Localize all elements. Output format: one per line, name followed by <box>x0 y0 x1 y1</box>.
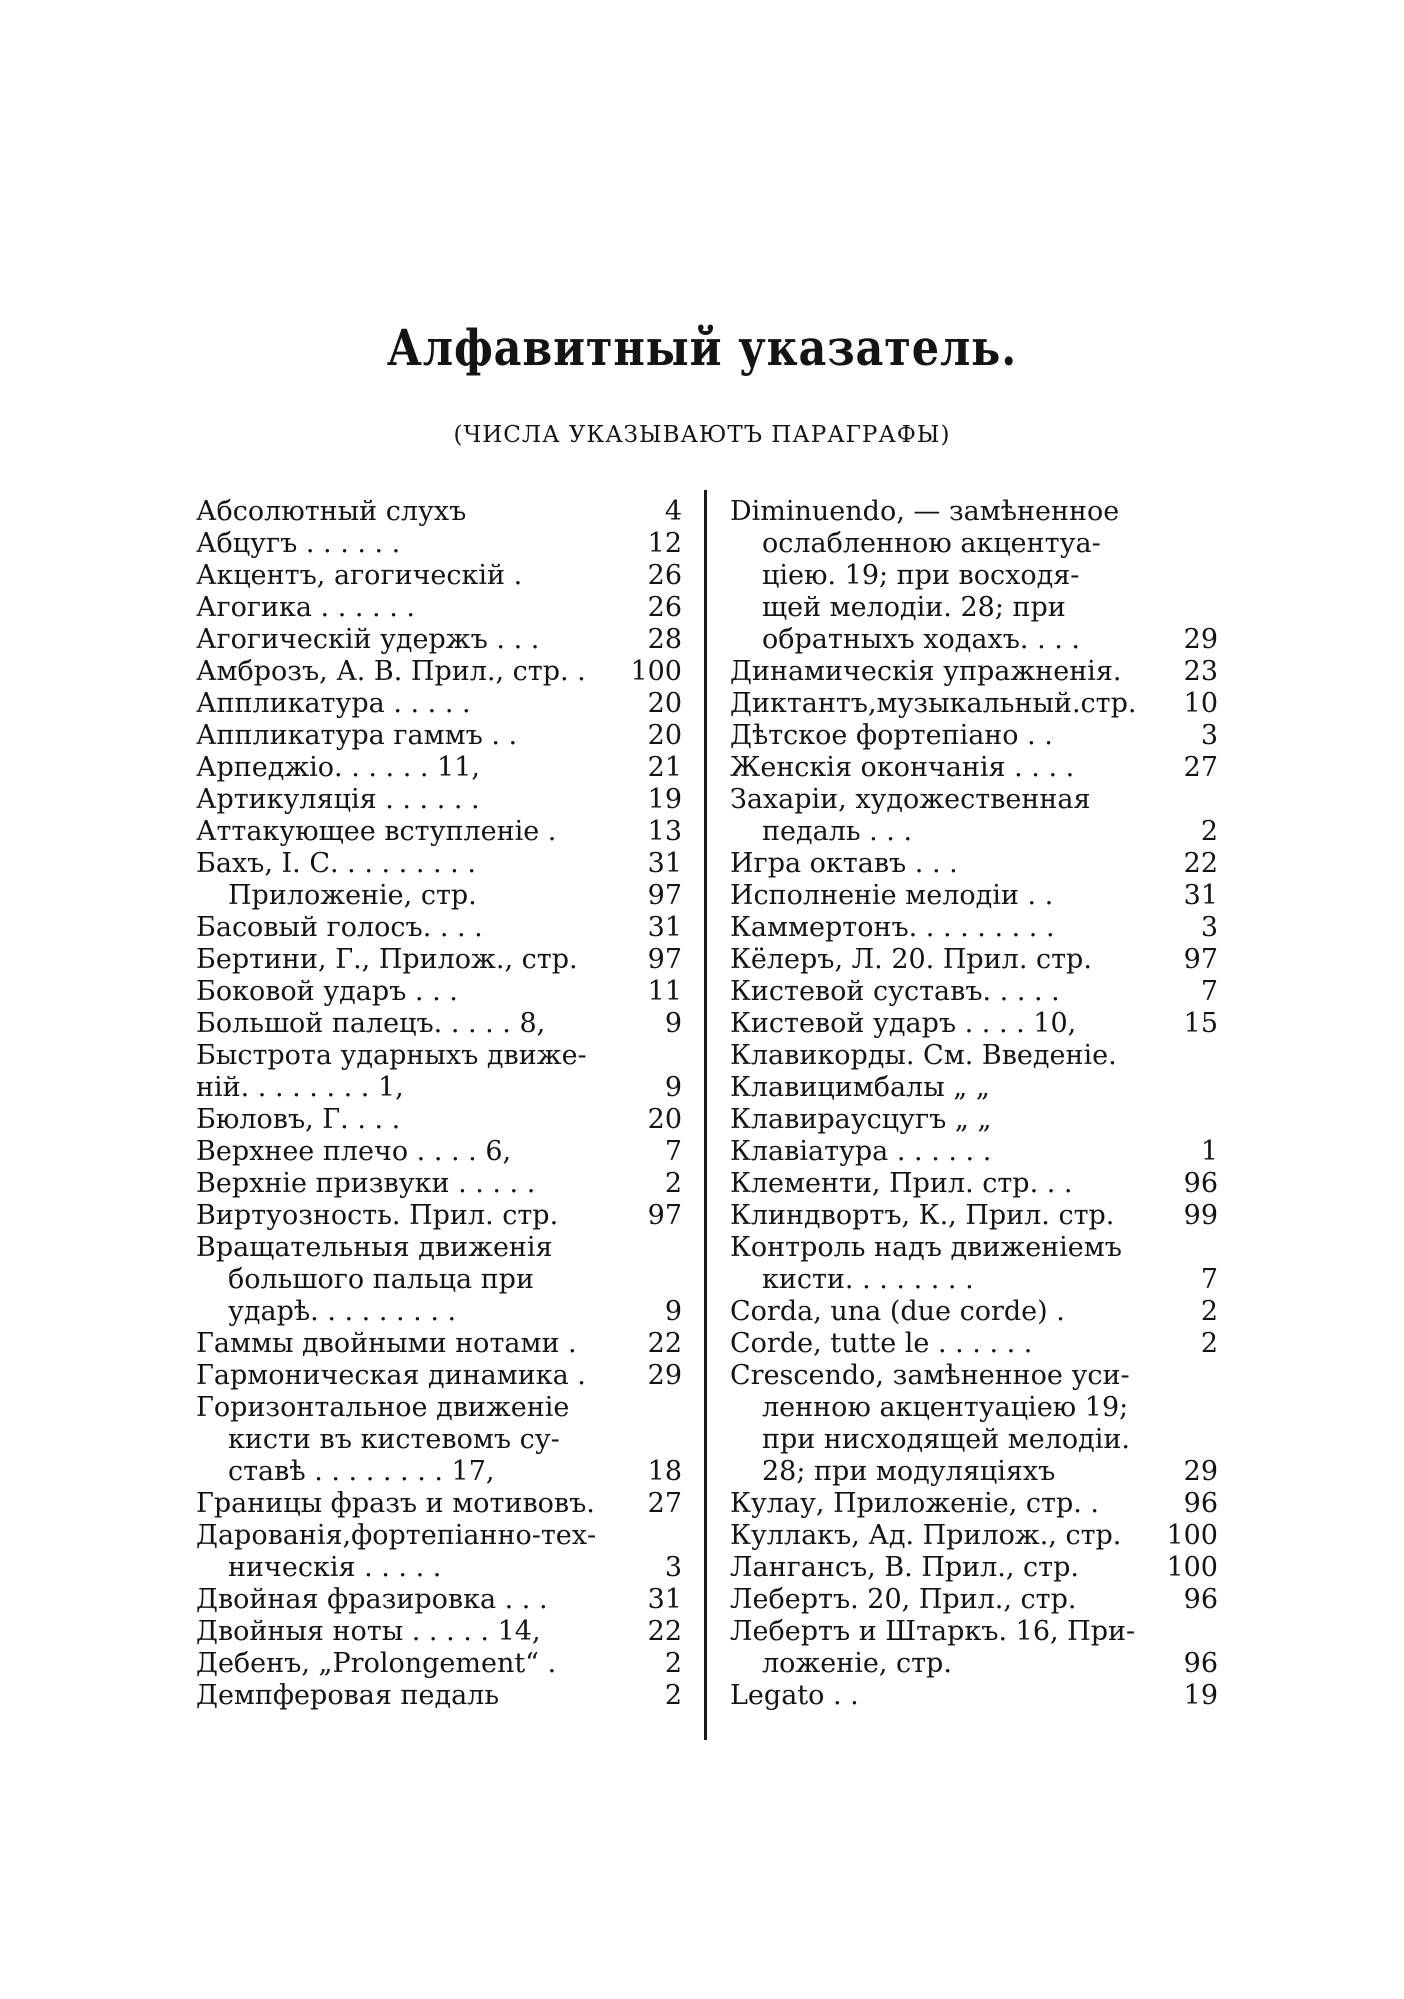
entry-term: Верхніе призвуки . . . . . <box>196 1168 536 1199</box>
entry-term: Арпеджіо. . . . . . 11, <box>196 752 480 783</box>
index-entry <box>730 1040 1218 1072</box>
entry-term: Лебертъ. 20, Прил., стр. <box>730 1584 1077 1615</box>
entry-reference: 97 <box>647 880 682 911</box>
index-entry <box>196 976 682 1008</box>
index-entry <box>730 848 1218 880</box>
index-entry <box>730 624 1218 656</box>
index-entry <box>730 592 1218 624</box>
entry-reference: 2 <box>664 1168 682 1199</box>
entry-reference: 21 <box>647 752 682 783</box>
entry-reference: 26 <box>647 592 682 623</box>
index-entry <box>730 912 1218 944</box>
index-entry <box>196 1584 682 1616</box>
entry-term: обратныхъ ходахъ. . . . <box>762 624 1080 655</box>
entry-term: Дарованія,фортепіанно-тех- <box>196 1520 597 1551</box>
entry-reference: 19 <box>1183 1680 1218 1711</box>
entry-term: Дѣтское фортепіано . . <box>730 720 1053 751</box>
entry-term: Клавикорды. См. Введеніе. <box>730 1040 1117 1071</box>
index-entry <box>730 1648 1218 1680</box>
index-entry <box>196 1040 682 1072</box>
entry-reference: 100 <box>630 656 682 687</box>
entry-term: ставѣ . . . . . . . . 17, <box>228 1456 495 1487</box>
index-entry <box>196 1136 682 1168</box>
entry-term: Corde, tutte le . . . . . . <box>730 1328 1033 1359</box>
entry-term: кисти. . . . . . . . <box>762 1264 974 1295</box>
entry-term: Большой палецъ. . . . . 8, <box>196 1008 546 1039</box>
entry-reference: 29 <box>647 1360 682 1391</box>
entry-term: ній. . . . . . . . 1, <box>196 1072 404 1103</box>
entry-term: Диктантъ,музыкальный.стр. <box>730 688 1137 719</box>
entry-term: Diminuendo, — замѣненное <box>730 496 1120 527</box>
entry-reference: 7 <box>664 1136 682 1167</box>
entry-term: Клавіатура . . . . . . <box>730 1136 992 1167</box>
entry-reference: 9 <box>664 1008 682 1039</box>
index-entry <box>196 1232 682 1264</box>
index-entry <box>730 560 1218 592</box>
entry-term: Быстрота ударныхъ движе- <box>196 1040 587 1071</box>
entry-reference: 20 <box>647 1104 682 1135</box>
index-entry <box>196 528 682 560</box>
index-entry <box>730 752 1218 784</box>
entry-reference: 22 <box>1183 848 1218 879</box>
index-entry <box>196 1296 682 1328</box>
entry-reference: 11 <box>647 976 682 1007</box>
page-title: Алфавитный указатель. <box>386 318 1018 377</box>
entry-reference: 20 <box>647 688 682 719</box>
entry-term: Контроль надъ движеніемъ <box>730 1232 1122 1263</box>
index-entry <box>730 1584 1218 1616</box>
index-entry <box>730 1232 1218 1264</box>
index-entry <box>196 560 682 592</box>
entry-reference: 7 <box>1200 1264 1218 1295</box>
index-entry <box>730 816 1218 848</box>
entry-term: Агогическій удержъ . . . <box>196 624 540 655</box>
entry-term: Двойныя ноты . . . . . 14, <box>196 1616 541 1647</box>
entry-term: Кистевой ударъ . . . . 10, <box>730 1008 1077 1039</box>
index-entry <box>730 1520 1218 1552</box>
entry-term: при нисходящей мелодіи. <box>762 1424 1130 1455</box>
entry-reference: 2 <box>1200 816 1218 847</box>
entry-term: Виртуозность. Прил. стр. <box>196 1200 559 1231</box>
index-entry <box>730 528 1218 560</box>
index-entry <box>196 1392 682 1424</box>
entry-reference: 7 <box>1200 976 1218 1007</box>
index-entry <box>196 1072 682 1104</box>
entry-term: Кёлеръ, Л. 20. Прил. стр. <box>730 944 1092 975</box>
index-entry <box>196 1264 682 1296</box>
entry-term: кисти въ кистевомъ су- <box>228 1424 560 1455</box>
index-entry <box>730 1296 1218 1328</box>
index-entry <box>730 1072 1218 1104</box>
entry-term: Абцугъ . . . . . . <box>196 528 401 559</box>
entry-reference: 3 <box>664 1552 682 1583</box>
entry-term: Corda, una (due corde) . <box>730 1296 1065 1327</box>
index-entry <box>730 720 1218 752</box>
entry-term: педаль . . . <box>762 816 913 847</box>
index-entry <box>730 1456 1218 1488</box>
index-entry <box>196 1104 682 1136</box>
entry-term: Захаріи, художественная <box>730 784 1091 815</box>
entry-reference: 96 <box>1183 1648 1218 1679</box>
entry-term: Верхнее плечо . . . . 6, <box>196 1136 512 1167</box>
index-entry <box>196 1328 682 1360</box>
entry-reference: 29 <box>1183 624 1218 655</box>
entry-reference: 96 <box>1183 1584 1218 1615</box>
entry-term: ложеніе, стр. <box>762 1648 952 1679</box>
entry-term: Куллакъ, Ад. Прилож., стр. <box>730 1520 1122 1551</box>
entry-term: Аттакующее вступленіе . <box>196 816 557 847</box>
entry-term: ударѣ. . . . . . . . . <box>228 1296 457 1327</box>
index-entry <box>196 1200 682 1232</box>
entry-reference: 97 <box>1183 944 1218 975</box>
entry-reference: 31 <box>647 1584 682 1615</box>
entry-term: Гармоническая динамика . <box>196 1360 586 1391</box>
entry-reference: 31 <box>647 848 682 879</box>
index-entry <box>196 720 682 752</box>
index-entry <box>730 1200 1218 1232</box>
index-entry <box>196 1616 682 1648</box>
page-subtitle: (ЧИСЛА УКАЗЫВАЮТЪ ПАРАГРАФЫ) <box>453 422 951 448</box>
index-entry <box>196 496 682 528</box>
entry-term: Клементи, Прил. стр. . . <box>730 1168 1073 1199</box>
entry-term: большого пальца при <box>228 1264 534 1295</box>
index-entry <box>196 816 682 848</box>
entry-reference: 2 <box>664 1648 682 1679</box>
index-entry <box>196 912 682 944</box>
entry-term: Двойная фразировка . . . <box>196 1584 548 1615</box>
index-entry <box>196 1168 682 1200</box>
index-entry <box>196 880 682 912</box>
entry-term: Лангансъ, В. Прил., стр. <box>730 1552 1079 1583</box>
entry-reference: 31 <box>1183 880 1218 911</box>
entry-reference: 1 <box>1200 1136 1218 1167</box>
index-entry <box>730 1552 1218 1584</box>
entry-reference: 19 <box>647 784 682 815</box>
entry-reference: 100 <box>1166 1520 1218 1551</box>
entry-term: щей мелодіи. 28; при <box>762 592 1066 623</box>
index-entry <box>730 1360 1218 1392</box>
entry-term: Боковой ударъ . . . <box>196 976 458 1007</box>
entry-term: Игра октавъ . . . <box>730 848 958 879</box>
entry-reference: 13 <box>647 816 682 847</box>
entry-reference: 15 <box>1183 1008 1218 1039</box>
index-entry <box>196 656 682 688</box>
entry-term: Legato . . <box>730 1680 859 1711</box>
index-entry <box>730 1136 1218 1168</box>
index-entry <box>196 1424 682 1456</box>
entry-term: ленною акцентуаціею 19; <box>762 1392 1129 1423</box>
index-entry <box>196 944 682 976</box>
entry-reference: 97 <box>647 944 682 975</box>
index-entry <box>730 976 1218 1008</box>
entry-reference: 9 <box>664 1072 682 1103</box>
index-column-right <box>730 496 1218 1712</box>
index-entry <box>730 1488 1218 1520</box>
index-entry <box>730 1328 1218 1360</box>
entry-term: Каммертонъ. . . . . . . . . <box>730 912 1055 943</box>
index-entry <box>730 688 1218 720</box>
index-entry <box>730 496 1218 528</box>
entry-reference: 2 <box>664 1680 682 1711</box>
entry-reference: 18 <box>647 1456 682 1487</box>
entry-reference: 2 <box>1200 1328 1218 1359</box>
entry-reference: 97 <box>647 1200 682 1231</box>
entry-term: ослабленною акцентуа- <box>762 528 1101 559</box>
index-entry <box>730 1392 1218 1424</box>
entry-term: Бахъ, І. С. . . . . . . . . <box>196 848 476 879</box>
entry-term: Акцентъ, агогическій . <box>196 560 523 591</box>
entry-reference: 2 <box>1200 1296 1218 1327</box>
entry-term: Басовый голосъ. . . . <box>196 912 483 943</box>
entry-term: Женскія окончанія . . . . <box>730 752 1075 783</box>
entry-term: Горизонтальное движеніе <box>196 1392 570 1423</box>
entry-reference: 31 <box>647 912 682 943</box>
entry-reference: 27 <box>1183 752 1218 783</box>
entry-term: Динамическія упражненія. <box>730 656 1122 687</box>
index-entry <box>196 752 682 784</box>
index-entry <box>196 1648 682 1680</box>
entry-term: Агогика . . . . . . <box>196 592 415 623</box>
entry-term: Артикуляція . . . . . . <box>196 784 480 815</box>
index-entry <box>730 1424 1218 1456</box>
entry-term: Вращательныя движенія <box>196 1232 553 1263</box>
entry-term: Аппликатура гаммъ . . <box>196 720 518 751</box>
entry-reference: 27 <box>647 1488 682 1519</box>
index-entry <box>730 1168 1218 1200</box>
entry-term: Лебертъ и Штаркъ. 16, При- <box>730 1616 1136 1647</box>
entry-term: Абсолютный слухъ <box>196 496 467 527</box>
entry-term: Границы фразъ и мотивовъ. <box>196 1488 595 1519</box>
index-entry <box>730 656 1218 688</box>
index-entry <box>196 1008 682 1040</box>
entry-reference: 3 <box>1200 912 1218 943</box>
column-divider <box>704 490 707 1740</box>
index-entry <box>196 1680 682 1712</box>
entry-reference: 22 <box>647 1616 682 1647</box>
index-entry <box>730 1680 1218 1712</box>
index-entry <box>730 784 1218 816</box>
entry-term: Исполненіе мелодіи . . <box>730 880 1054 911</box>
entry-reference: 26 <box>647 560 682 591</box>
entry-term: Дебенъ, „Prolongement“ . <box>196 1648 557 1679</box>
entry-reference: 28 <box>647 624 682 655</box>
index-entry <box>730 944 1218 976</box>
index-entry <box>196 1552 682 1584</box>
index-entry <box>730 1264 1218 1296</box>
entry-term: 28; при модуляціяхъ <box>762 1456 1056 1487</box>
entry-reference: 23 <box>1183 656 1218 687</box>
index-entry <box>196 848 682 880</box>
index-entry <box>196 624 682 656</box>
entry-reference: 100 <box>1166 1552 1218 1583</box>
entry-term: Амброзъ, А. В. Прил., стр. . <box>196 656 586 687</box>
index-entry <box>196 1360 682 1392</box>
index-entry <box>730 1104 1218 1136</box>
entry-reference: 96 <box>1183 1168 1218 1199</box>
entry-term: Гаммы двойными нотами . <box>196 1328 577 1359</box>
entry-term: Клавицимбалы „ „ <box>730 1072 990 1103</box>
index-entry <box>730 1616 1218 1648</box>
index-entry <box>730 880 1218 912</box>
entry-term: Аппликатура . . . . . <box>196 688 471 719</box>
entry-term: Демпферовая педаль <box>196 1680 500 1711</box>
entry-term: Бюловъ, Г. . . . <box>196 1104 401 1135</box>
entry-reference: 96 <box>1183 1488 1218 1519</box>
entry-term: Кистевой суставъ. . . . . <box>730 976 1060 1007</box>
entry-reference: 4 <box>664 496 682 527</box>
entry-reference: 29 <box>1183 1456 1218 1487</box>
index-entry <box>196 1520 682 1552</box>
index-entry <box>196 1456 682 1488</box>
index-entry <box>196 784 682 816</box>
entry-reference: 99 <box>1183 1200 1218 1231</box>
index-entry <box>730 1008 1218 1040</box>
entry-reference: 20 <box>647 720 682 751</box>
entry-term: Crescendo, замѣненное уси- <box>730 1360 1130 1391</box>
entry-term: Бертини, Г., Прилож., стр. <box>196 944 578 975</box>
entry-term: Приложеніе, стр. <box>228 880 477 911</box>
index-entry <box>196 1488 682 1520</box>
entry-term: Клавираусцугъ „ „ <box>730 1104 992 1135</box>
entry-term: ническія . . . . . <box>228 1552 442 1583</box>
entry-term: Клиндвортъ, К., Прил. стр. <box>730 1200 1115 1231</box>
entry-term: ціею. 19; при восходя- <box>762 560 1080 591</box>
entry-reference: 3 <box>1200 720 1218 751</box>
entry-term: Кулау, Приложеніе, стр. . <box>730 1488 1099 1519</box>
entry-reference: 9 <box>664 1296 682 1327</box>
entry-reference: 12 <box>647 528 682 559</box>
index-entry <box>196 688 682 720</box>
index-entry <box>196 592 682 624</box>
entry-reference: 10 <box>1183 688 1218 719</box>
entry-reference: 22 <box>647 1328 682 1359</box>
index-column-left <box>196 496 682 1712</box>
